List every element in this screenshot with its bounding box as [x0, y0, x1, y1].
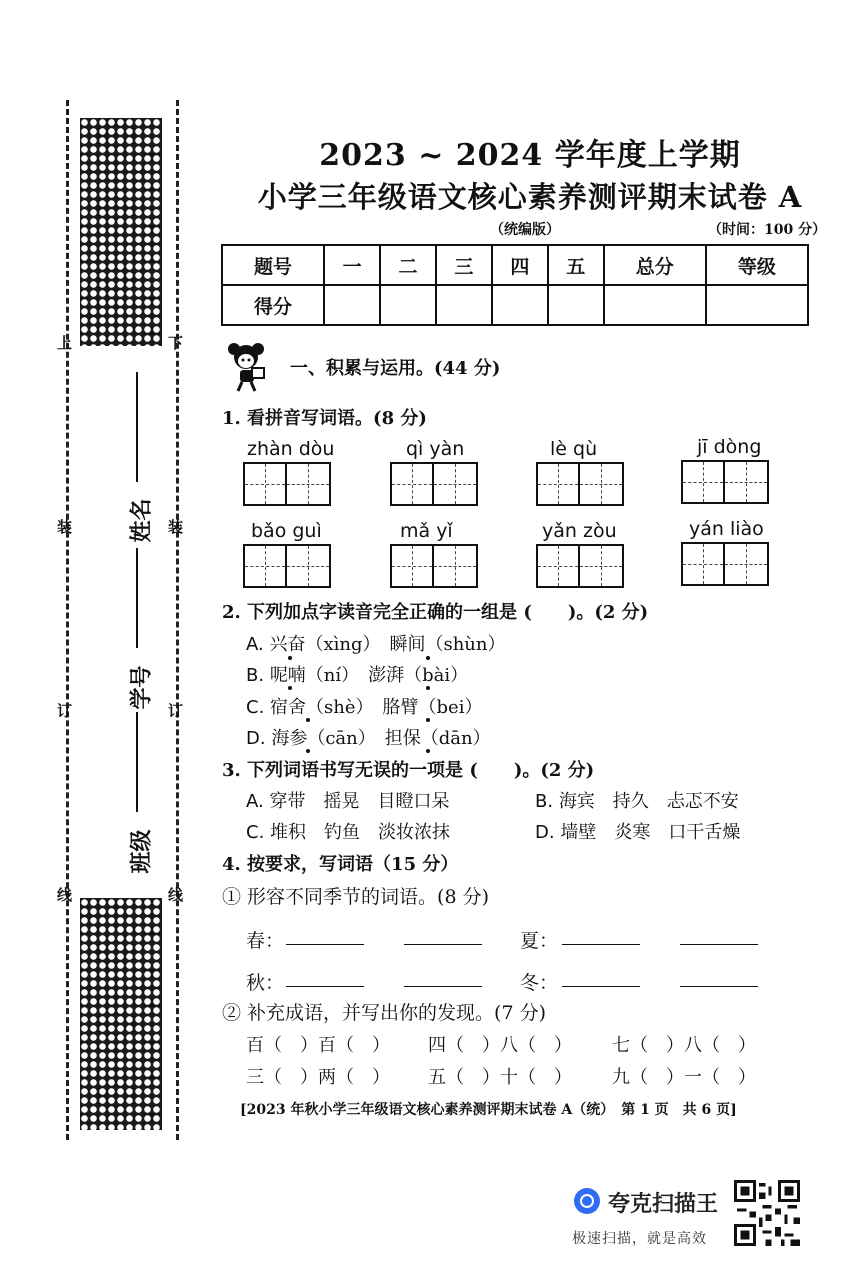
idiom-item[interactable]: 百（ ）百（ ） [246, 1035, 390, 1056]
pinyin-item [243, 520, 331, 588]
score-header-cell: 等级 [706, 245, 808, 285]
option-letter: D. [246, 728, 266, 749]
exam-title-line1: 2023 ~ 2024 学年度上学期 [319, 138, 741, 173]
writing-grid[interactable] [536, 462, 624, 506]
binding-mark-xian-right: 线 [168, 886, 184, 904]
score-header-cell: 五 [548, 245, 604, 285]
binding-mark-top-right: 下 [168, 334, 184, 352]
binding-mark-xian-left: 线 [57, 886, 73, 904]
winter-answer-blank-2[interactable] [680, 986, 758, 987]
summer-answer-blank-1[interactable] [562, 944, 640, 945]
scanner-slogan: 极速扫描，就是高效 [572, 1231, 707, 1247]
writing-grid[interactable] [390, 544, 478, 588]
q4-sub2-title: ② 补充成语，并写出你的发现。(7 分) [222, 1002, 546, 1024]
q3-option-a[interactable] [246, 787, 449, 813]
pinyin-item [536, 520, 624, 588]
score-table-score-row [222, 285, 808, 325]
writing-grid[interactable] [536, 544, 624, 588]
pinyin-item [681, 436, 769, 504]
option-text: 堆积 钓鱼 淡妆浓抹 [270, 822, 451, 843]
girl-mascot-icon [224, 340, 274, 392]
writing-grid[interactable] [681, 542, 769, 586]
name-underline [136, 372, 138, 482]
q1-title: 1. 看拼音写词语。(8 分) [222, 408, 427, 429]
score-header-cell: 总分 [604, 245, 706, 285]
pinyin-text: jī dòng [697, 436, 762, 458]
page-footer: [2023 年秋小学三年级语文核心素养测评期末试卷 A（统） 第 1 页 共 6 页] [240, 1102, 737, 1118]
pinyin-item [536, 438, 624, 506]
binding-mark-zhuang-right: 装 [168, 518, 184, 536]
score-cell[interactable] [380, 285, 436, 325]
summer-answer-blank-2[interactable] [680, 944, 758, 945]
option-letter: B. [535, 791, 554, 812]
score-cell[interactable] [492, 285, 548, 325]
emphasis-dot [306, 749, 310, 753]
score-header-cell: 一 [324, 245, 380, 285]
option-text: 穿带 摇晃 目瞪口呆 [269, 791, 450, 812]
option-letter: C. [246, 697, 265, 718]
q4-sub1-title: ① 形容不同季节的词语。(8 分) [222, 886, 489, 908]
option-letter: D. [535, 822, 555, 843]
q2-option-b[interactable] [246, 661, 468, 687]
score-table-header-row [222, 245, 808, 285]
binding-mark-ding-left: 订 [57, 702, 73, 720]
emphasis-dot [288, 686, 292, 690]
pinyin-item [243, 438, 334, 506]
binding-pattern-top [80, 118, 162, 346]
spring-answer-blank-2[interactable] [404, 944, 482, 945]
score-cell[interactable] [706, 285, 808, 325]
writing-grid[interactable] [243, 462, 334, 506]
idiom-item[interactable]: 七（ ）八（ ） [612, 1035, 756, 1056]
pinyin-item [390, 520, 478, 588]
score-table [221, 244, 809, 326]
q3-option-d[interactable] [535, 818, 740, 844]
binding-dashed-line-right [176, 100, 179, 1140]
pinyin-text: mǎ yǐ [400, 520, 453, 542]
quark-scanner-logo-icon [574, 1188, 600, 1214]
q4-title: 4. 按要求，写词语（15 分） [222, 854, 459, 875]
writing-grid[interactable] [390, 462, 478, 506]
option-letter: B. [246, 665, 265, 686]
binding-mark-top-left: 上 [57, 334, 73, 352]
writing-grid[interactable] [243, 544, 331, 588]
student-number-underline [136, 548, 138, 648]
time-label: （时间：100 分） [708, 222, 827, 238]
spring-answer-blank-1[interactable] [286, 944, 364, 945]
option-text: 墙壁 炎寒 口干舌燥 [560, 822, 741, 843]
winter-label: 冬： [520, 972, 559, 994]
edition-label: （统编版） [490, 222, 560, 238]
name-label: 姓名 [128, 498, 155, 543]
score-row-label: 得分 [222, 285, 324, 325]
scanner-brand: 夸克扫描王 [608, 1192, 719, 1217]
winter-answer-blank-1[interactable] [562, 986, 640, 987]
binding-mark-zhuang-left: 装 [57, 518, 73, 536]
option-text: 海参（cān） 担保（dān） [271, 728, 491, 749]
autumn-answer-blank-1[interactable] [286, 986, 364, 987]
idiom-item[interactable]: 三（ ）两（ ） [246, 1067, 390, 1088]
emphasis-dot [426, 749, 430, 753]
q2-option-a[interactable] [246, 630, 506, 656]
idiom-item[interactable]: 四（ ）八（ ） [428, 1035, 572, 1056]
class-label: 班级 [128, 829, 155, 874]
pinyin-item [390, 438, 478, 506]
score-cell[interactable] [604, 285, 706, 325]
q3-option-b[interactable] [535, 787, 739, 813]
score-cell[interactable] [548, 285, 604, 325]
autumn-label: 秋： [246, 972, 285, 994]
option-text: 海宾 持久 忐忑不安 [558, 791, 739, 812]
pinyin-text: lè qù [550, 438, 598, 460]
spring-label: 春： [246, 930, 285, 952]
emphasis-dot [426, 656, 430, 660]
binding-dashed-line-left [66, 100, 69, 1140]
idiom-item[interactable]: 九（ ）一（ ） [612, 1067, 756, 1088]
option-letter: A. [246, 634, 264, 655]
score-header-cell: 题号 [222, 245, 324, 285]
binding-pattern-bottom [80, 898, 162, 1130]
pinyin-text: bǎo guì [251, 520, 322, 542]
section-1-title: 一、积累与运用。(44 分) [290, 358, 501, 379]
score-header-cell: 三 [436, 245, 492, 285]
emphasis-dot [426, 718, 430, 722]
summer-label: 夏： [520, 930, 559, 952]
score-cell[interactable] [324, 285, 380, 325]
option-letter: A. [246, 791, 264, 812]
emphasis-dot [306, 718, 310, 722]
pinyin-text: zhàn dòu [247, 438, 335, 460]
qr-code-icon [734, 1180, 800, 1246]
q2-option-d[interactable] [246, 724, 491, 750]
autumn-answer-blank-2[interactable] [404, 986, 482, 987]
q3-title: 3. 下列词语书写无误的一项是 ( )。(2 分) [222, 760, 595, 781]
option-text: 宿舍（shè） 胳臂（bei） [270, 697, 483, 718]
pinyin-text: yǎn zòu [542, 520, 617, 542]
score-header-cell: 二 [380, 245, 436, 285]
exam-title-line2: 小学三年级语文核心素养测评期末试卷 A [257, 180, 803, 214]
writing-grid[interactable] [681, 460, 769, 504]
idiom-item[interactable]: 五（ ）十（ ） [428, 1067, 572, 1088]
option-text: 呢喃（ní） 澎湃（bài） [269, 665, 469, 686]
q2-title: 2. 下列加点字读音完全正确的一组是 ( )。(2 分) [222, 602, 649, 623]
option-letter: C. [246, 822, 265, 843]
pinyin-item [681, 518, 769, 586]
emphasis-dot [426, 686, 430, 690]
q2-option-c[interactable] [246, 693, 482, 719]
option-text: 兴奋（xìng） 瞬间（shùn） [269, 634, 506, 655]
score-header-cell: 四 [492, 245, 548, 285]
class-underline [136, 712, 138, 812]
q3-option-c[interactable] [246, 818, 450, 844]
pinyin-text: yán liào [689, 518, 764, 540]
emphasis-dot [288, 656, 292, 660]
pinyin-text: qì yàn [406, 438, 465, 460]
score-cell[interactable] [436, 285, 492, 325]
student-number-label: 学号 [128, 665, 155, 710]
binding-mark-ding-right: 订 [168, 702, 184, 720]
